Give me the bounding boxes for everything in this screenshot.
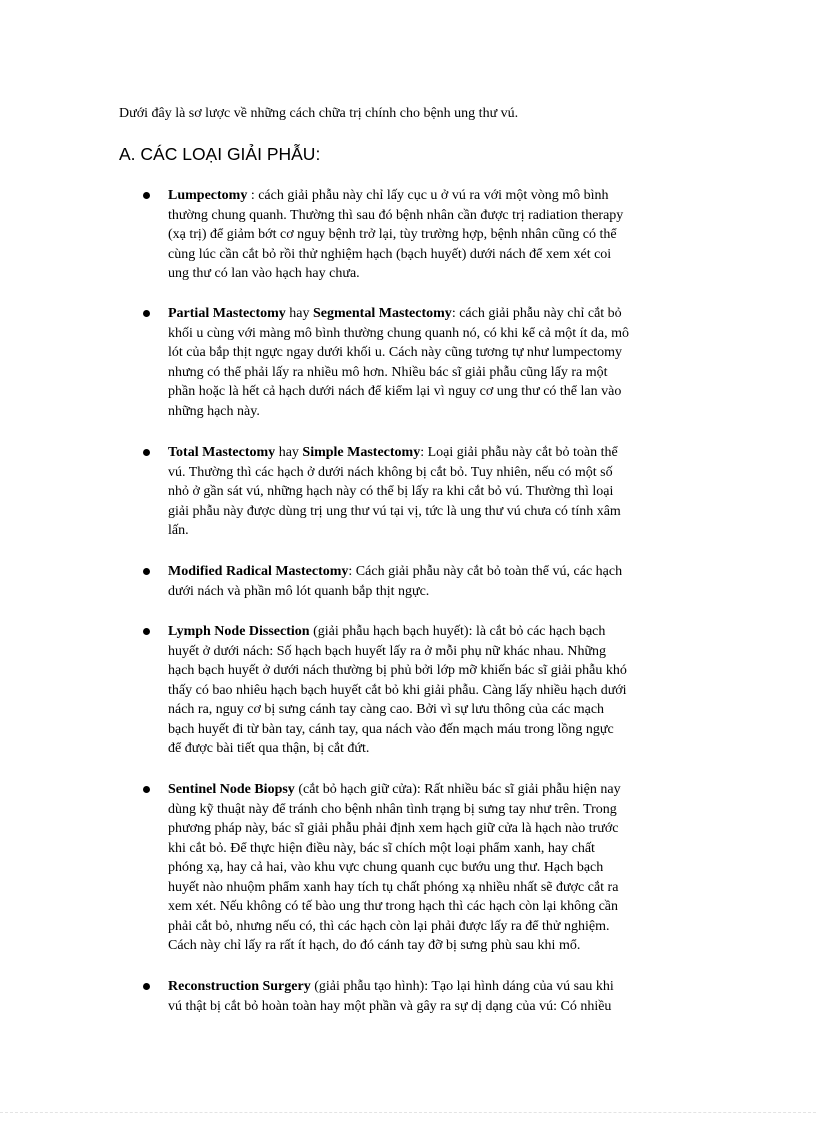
text-line: phải cắt bỏ, nhưng nếu có, thì các hạch còn lại phải được lấy ra để thử nghiệm. bbox=[168, 918, 610, 934]
bullet-icon bbox=[143, 983, 150, 990]
bullet-icon bbox=[143, 192, 150, 199]
text-line: lấn. bbox=[168, 523, 189, 538]
text-line: cùng lúc cần cắt bỏ rồi thử nghiệm hạch (bạch huyết) dưới nách để xem xét coi bbox=[168, 246, 612, 262]
text-line: bạch huyết đi từ bàn tay, cánh tay, qua nách vào đến mạch máu trong lồng ngực bbox=[168, 721, 614, 737]
text-line: vú thật bị cắt bỏ hoàn toàn hay một phần và gây ra sự dị dạng của vú: Có nhiều bbox=[168, 998, 612, 1014]
text-line: Cách này chỉ lấy ra rất ít hạch, do đó cánh tay đỡ bị sưng phù sau khi mổ. bbox=[168, 938, 581, 953]
text-line: Lumpectomy : cách giải phẫu này chỉ lấy cục u ở vú ra với một vòng mô bình bbox=[168, 188, 609, 203]
term: Total Mastectomy bbox=[168, 445, 276, 460]
text-line: khi cắt bỏ. Để thực hiện điều này, bác sĩ chích một loại phẩm xanh, hay chất bbox=[168, 840, 595, 856]
text-line: Total Mastectomy hay Simple Mastectomy: Loại giải phẫu này cắt bỏ toàn thể bbox=[168, 445, 618, 460]
term: Simple Mastectomy bbox=[302, 445, 421, 460]
bullet-icon bbox=[143, 310, 150, 317]
bullet-icon bbox=[143, 568, 150, 575]
text-line: Reconstruction Surgery (giải phẫu tạo hình): Tạo lại hình dáng của vú sau khi bbox=[168, 979, 614, 994]
bullet-icon bbox=[143, 628, 150, 635]
text-line: thấy có bao nhiêu hạch bạch huyết cắt bỏ khi giải phẫu. Càng lấy nhiều hạch dưới bbox=[168, 682, 627, 698]
term: Segmental Mastectomy bbox=[313, 306, 452, 321]
term: Lymph Node Dissection bbox=[168, 624, 310, 639]
text-line: Partial Mastectomy hay Segmental Mastectomy: cách giải phẫu này chỉ cắt bỏ bbox=[168, 306, 622, 321]
text-line: vú. Thường thì các hạch ở dưới nách không bị cắt bỏ. Tuy nhiên, nếu có một số bbox=[168, 464, 613, 480]
text-line: hạch bạch huyết ở dưới nách thường bị phủ bởi lớp mỡ khiến bác sĩ giải phẫu khó bbox=[168, 663, 627, 678]
text-line: những hạch này. bbox=[168, 403, 260, 419]
intro-text: Dưới đây là sơ lược về những cách chữa trị chính cho bệnh ung thư vú. bbox=[119, 106, 519, 121]
term: Sentinel Node Biopsy bbox=[168, 782, 295, 797]
text-line: giải phẫu này được dùng trị ung thư vú tại vị, tức là ung thư vú chưa có tính xâm bbox=[168, 503, 621, 519]
text-line: (xạ trị) để giảm bớt cơ nguy bệnh trở lại, tùy trường hợp, bệnh nhân cũng có thể bbox=[168, 227, 617, 242]
text-line: dưới nách và phần mô lót quanh bắp thịt ngực. bbox=[168, 583, 430, 599]
text-line: Modified Radical Mastectomy: Cách giải phẫu này cắt bỏ toàn thể vú, các hạch bbox=[168, 564, 623, 579]
text-line: phần hoặc là hết cả hạch dưới nách để kiểm lại vì nguy cơ ung thư có thể lan vào bbox=[168, 384, 622, 399]
term: Partial Mastectomy bbox=[168, 306, 286, 321]
bullet-icon bbox=[143, 449, 150, 456]
term: Lumpectomy bbox=[168, 188, 248, 203]
section-heading: A. CÁC LOẠI GIẢI PHẪU: bbox=[119, 144, 321, 164]
text-line: xem xét. Nếu không có tế bào ung thư trong hạch thì các hạch còn lại không cần bbox=[168, 899, 619, 914]
page-bottom-divider bbox=[0, 1112, 816, 1113]
text-line: huyết ở dưới nách: Số hạch bạch huyết lấy ra ở mỗi phụ nữ khác nhau. Những bbox=[168, 643, 607, 659]
text-line: lót của bắp thịt ngực ngay dưới khối u. Cách này cũng tương tự như lumpectomy bbox=[168, 345, 623, 360]
text-line: nách ra, nguy cơ bị sưng cánh tay càng cao. Bởi vì sự lưu thông của các mạch bbox=[168, 702, 605, 717]
text-line: dùng kỹ thuật này để tránh cho bệnh nhân tình trạng bị sưng tay như trên. Trong bbox=[168, 801, 617, 817]
text-line: huyết nào nhuộm phẩm xanh hay tích tụ chất phóng xạ nhiều nhất sẽ được cắt ra bbox=[168, 879, 619, 895]
text-line: nhỏ ở gần sát vú, những hạch này có thể bị lấy ra khi cắt bỏ vú. Thường thì loại bbox=[168, 484, 614, 499]
text-line: phóng xạ, hay cả hai, vào khu vực chung quanh cục bướu ung thư. Hạch bạch bbox=[168, 860, 604, 875]
text-line: nhưng có thể phải lấy ra nhiều mô hơn. Nhiều bác sĩ giải phẫu cũng lấy ra một bbox=[168, 364, 608, 380]
text-line: thường chung quanh. Thường thì sau đó bệnh nhân cần được trị radiation therapy bbox=[168, 207, 624, 223]
text-line: Sentinel Node Biopsy (cắt bỏ hạch giữ cửa): Rất nhiều bác sĩ giải phẫu hiện nay bbox=[168, 782, 621, 797]
text-line: ung thư có lan vào hạch hay chưa. bbox=[168, 266, 360, 281]
text-line: để được bài tiết qua thận, bị cắt đứt. bbox=[168, 741, 370, 756]
bullet-icon bbox=[143, 786, 150, 793]
term: Reconstruction Surgery bbox=[168, 979, 311, 994]
text-line: khối u cùng với màng mô bình thường chung quanh nó, có khi kể cả một ít da, mô bbox=[168, 325, 629, 341]
text-line: phương pháp này, bác sĩ giải phẫu phải định xem hạch giữ cửa là hạch nào trước bbox=[168, 821, 619, 836]
text-line: Lymph Node Dissection (giải phẫu hạch bạch huyết): là cắt bỏ các hạch bạch bbox=[168, 624, 606, 639]
term: Modified Radical Mastectomy bbox=[168, 564, 349, 579]
